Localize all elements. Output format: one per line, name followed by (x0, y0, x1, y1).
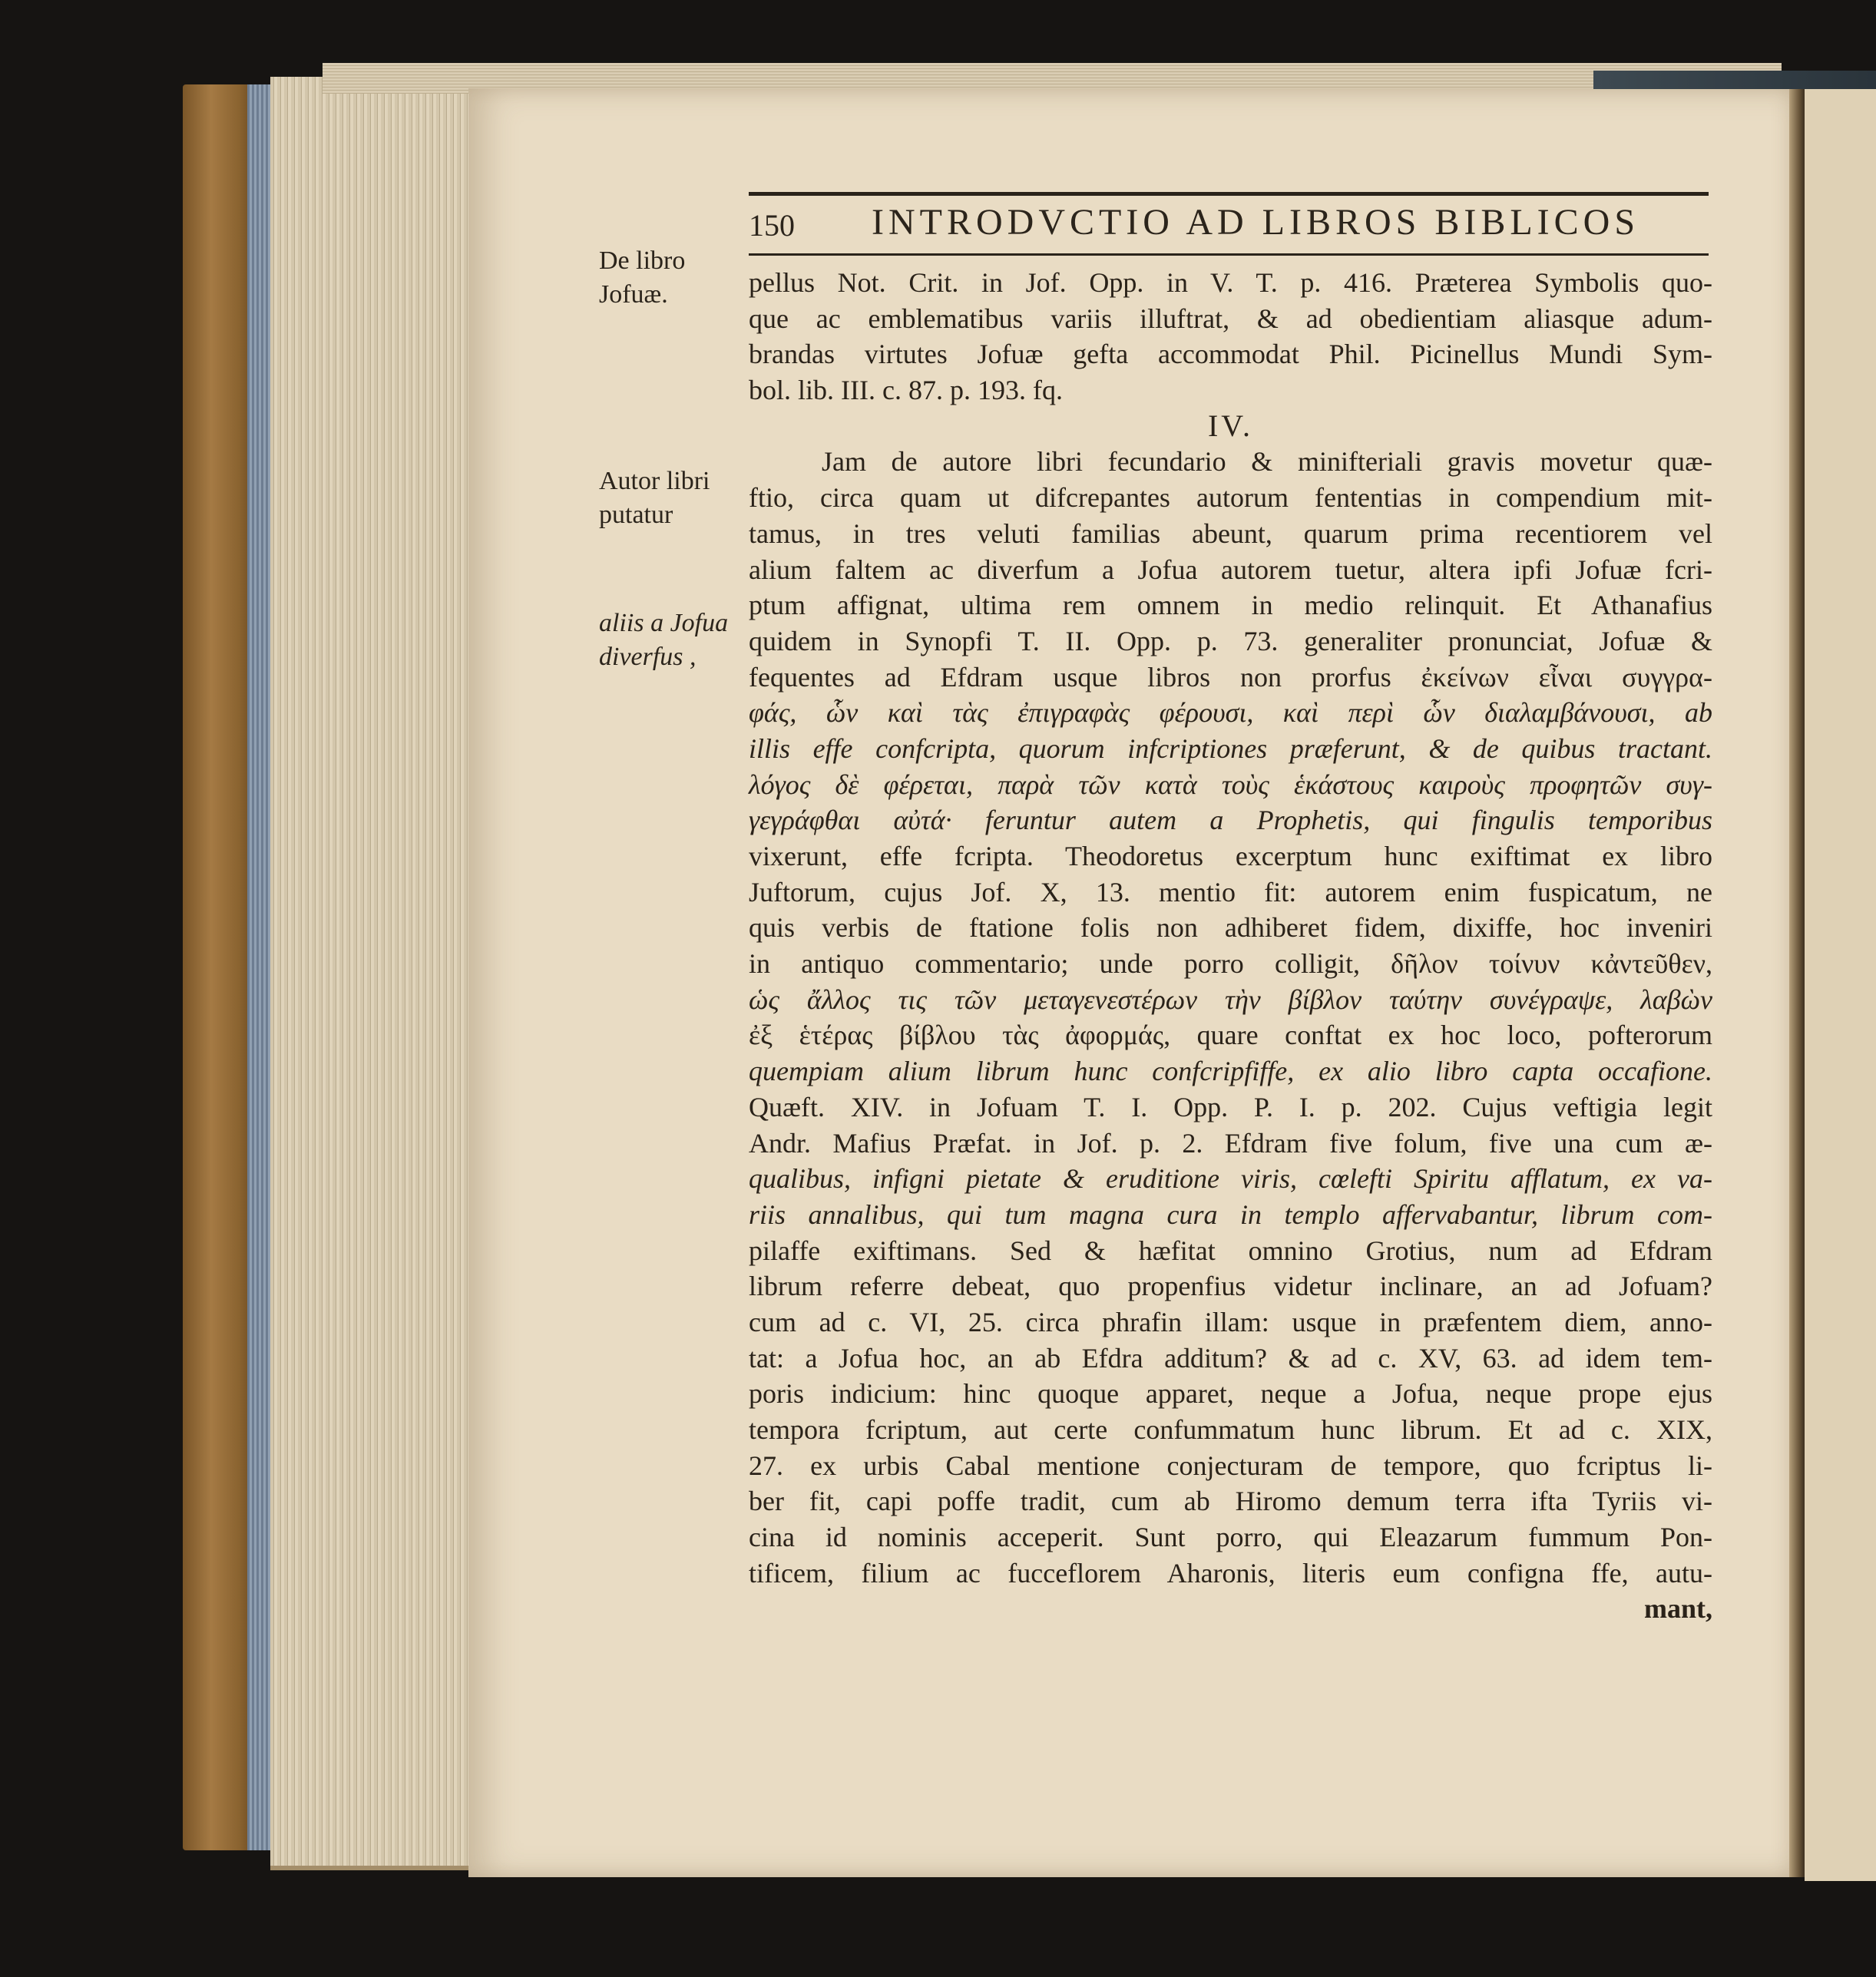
book-cover-edge (247, 84, 270, 1850)
text-line: ftio, circa quam ut difcrepantes autorum fententias in compendium mit- (749, 482, 1712, 514)
margin-note-de-libro: De libro Jofuæ. (599, 246, 686, 309)
text-line: qualibus, infigni pietate & eruditione viris, cœlefti Spiritu afflatum, ex va- (749, 1163, 1712, 1195)
text-line: que ac emblematibus variis illuftrat, & ad obedientiam aliasque adum- (749, 303, 1712, 334)
page-stack-edges (270, 77, 470, 1870)
running-title: INTRODVCTIO AD LIBROS BIBLICOS (872, 202, 1640, 243)
text-line: brandas virtutes Jofuæ gefta accommodat Phil. Picinellus Mundi Sym- (749, 339, 1712, 370)
text-line: fequentes ad Efdram usque libros non prorfus ἐκείνων εἶναι συγγρα- (749, 661, 1712, 693)
facing-page-edge (1805, 73, 1876, 1881)
text-line: tat: a Jofua hoc, an ab Efdra additum? & ad c. XV, 63. ad idem tem- (749, 1342, 1712, 1374)
text-line: ὡς ἄλλος τις τῶν μεταγενεστέρων τὴν βίβλον ταύτην συνέγραψε, λαβὼν (749, 984, 1712, 1015)
text-line: tempora fcriptum, aut certe confummatum hunc librum. Et ad c. XIX, (749, 1414, 1712, 1445)
text-line: illis effe confcripta, quorum infcriptiones præferunt, & de quibus tractant. (749, 732, 1712, 764)
text-line: bol. lib. III. c. 87. p. 193. fq. (749, 375, 1063, 406)
section-numeral: IV. (1207, 408, 1254, 443)
text-line: tamus, in tres veluti familias abeunt, quarum prima recentiorem vel (749, 517, 1712, 549)
body-text (749, 265, 1712, 1627)
text-line: librum referre debeat, quo propenfius videtur inclinare, an ad Jofuam? (749, 1271, 1712, 1302)
text-line: pellus Not. Crit. in Jof. Opp. in V. T. p. 416. Præterea Symbolis quo- (749, 267, 1712, 298)
text-line: quempiam alium librum hunc confcripfiffe, ex alio libro capta occafione. (749, 1056, 1712, 1087)
text-line: λόγος δὲ φέρεται, παρὰ τῶν κατὰ τοὺς ἑκάστους καιροὺς προφητῶν συγ- (749, 769, 1712, 800)
text-line: vixerunt, effe fcripta. Theodoretus excerptum hunc exiftimat ex libro (749, 841, 1712, 871)
margin-note-aliis: aliis a Jofua diverfus , (599, 609, 729, 671)
text-line: Juftorum, cujus Jof. X, 13. mentio fit: autorem enim fuspicatum, ne (749, 876, 1712, 908)
text-line: Quæft. XIV. in Jofuam T. I. Opp. P. I. p. 202. Cujus veftigia legit (749, 1091, 1712, 1122)
text-line: pilaffe exiftimans. Sed & hæfitat omnino Grotius, num ad Efdram (749, 1235, 1712, 1266)
text-line: alium faltem ac diverfum a Jofua autorem tuetur, altera ipfi Jofuæ fcri- (749, 554, 1712, 585)
page-number: 150 (749, 208, 795, 243)
text-line: in antiquo commentario; unde porro colligit, δῆλον τοίνυν κἀντεῦθεν, (749, 948, 1712, 980)
text-line: Jam de autore libri fecundario & minifteriali gravis movetur quæ- (822, 446, 1712, 478)
text-line: tificem, filium ac fucceflorem Aharonis, literis eum configna ffe, autu- (749, 1557, 1712, 1589)
text-line: Andr. Mafius Præfat. in Jof. p. 2. Efdram five folum, five una cum æ- (749, 1127, 1712, 1159)
header-rule-top (749, 192, 1709, 196)
header-rule-bottom (749, 253, 1709, 256)
text-line: quis verbis de ftatione folis non adhiberet fidem, dixiffe, hoc inveniri (749, 912, 1712, 944)
margin-note-autor: Autor libri putatur (599, 467, 710, 529)
text-line: cina id nominis acceperit. Sunt porro, qui Eleazarum fummum Pon- (749, 1522, 1712, 1553)
book-cover-right (1593, 71, 1876, 89)
text-line: poris indicium: hinc quoque apparet, neque a Jofua, neque prope ejus (749, 1378, 1712, 1410)
text-line: 27. ex urbis Cabal mentione conjecturam de tempore, quo fcriptus li- (749, 1450, 1712, 1481)
text-line: cum ad c. VI, 25. circa phrafin illam: usque in præfentem diem, anno- (749, 1306, 1712, 1337)
text-line: quidem in Synopfi T. II. Opp. p. 73. generaliter pronunciat, Jofuæ & (749, 625, 1712, 656)
text-line: riis annalibus, qui tum magna cura in templo affervabantur, librum com- (749, 1198, 1712, 1230)
text-line: φάς, ὧν καὶ τὰς ἐπιγραφὰς φέρουσι, καὶ περὶ ὧν διαλαμβάνουσι, ab (749, 697, 1712, 729)
text-line: ptum affignat, ultima rem omnem in medio relinquit. Et Athanafius (749, 590, 1712, 621)
catchword: mant, (1644, 1593, 1712, 1625)
text-line: ἐξ ἑτέρας βίβλου τὰς ἀφορμάς, quare conftat ex hoc loco, pofterorum (749, 1020, 1712, 1051)
text-line: γεγράφθαι αὐτά· feruntur autem a Prophetis, qui fingulis temporibus (749, 805, 1712, 836)
book-gutter (1789, 77, 1805, 1877)
text-line: ber fit, capi poffe tradit, cum ab Hiromo demum terra ifta Tyriis vi- (749, 1486, 1712, 1517)
